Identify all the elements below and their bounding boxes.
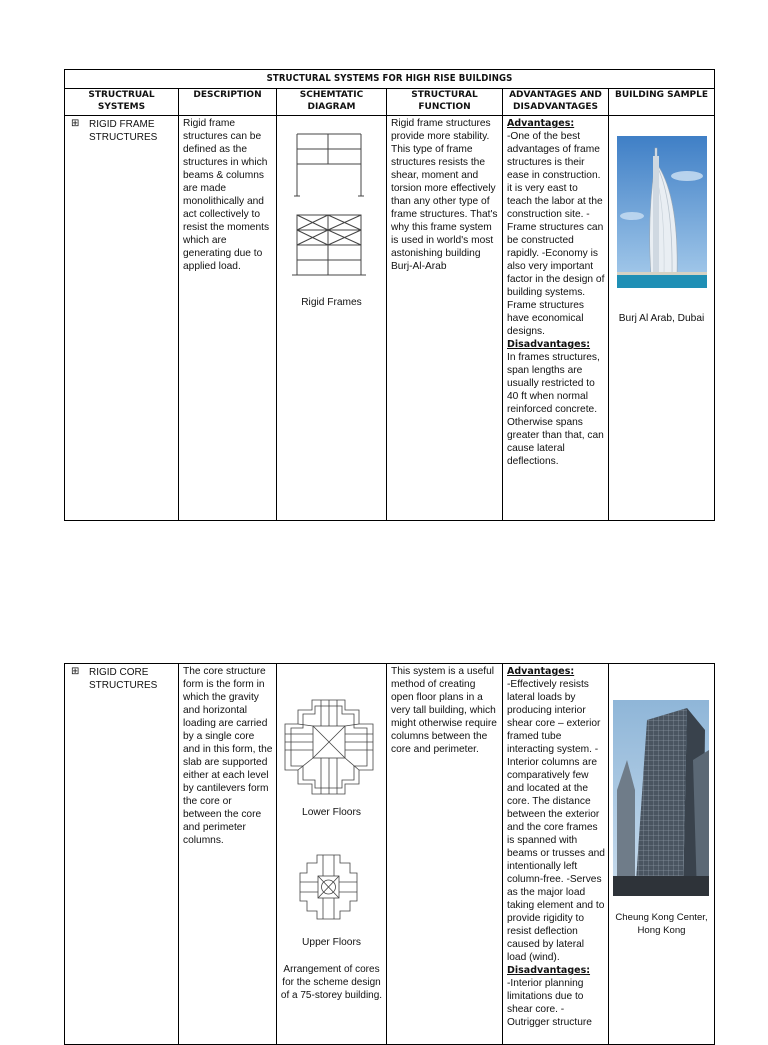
- function-cell: [387, 116, 503, 521]
- sample-cell: [609, 116, 715, 521]
- disadvantages-text: -Interior planning limitations due to shear core. -Outrigger structure: [507, 978, 592, 1028]
- advantages-heading: Advantages:: [507, 666, 575, 677]
- function-text: This system is a useful method of creating open floor plans in a very tall building, which might otherwise require columns between the core and perimeter.: [391, 666, 497, 755]
- advantages-text: -Effectively resists lateral loads by producing interior shear core – exterior framed tube interacting system. -Interior columns are comparatively few and located at the core. The distance between the exterior and the core frames is spanned with beams or trusses and intentionally left column-free. -Serves as the major load taking element and to provide rigidity to resist deflection caused by lateral load (wind).: [507, 679, 605, 963]
- advantages-heading: Advantages:: [507, 118, 575, 129]
- disadvantages-heading: Disadvantages:: [507, 965, 591, 976]
- table-row: [65, 116, 715, 521]
- bullet-icon: ⊞: [71, 118, 80, 129]
- lower-floors-caption: Lower Floors: [302, 807, 361, 818]
- header-function: STRUCTURAL FUNCTION: [387, 89, 503, 116]
- system-name: RIGID FRAME STRUCTURES: [89, 119, 158, 143]
- advantages-cell: [503, 664, 609, 1045]
- description-cell: [179, 664, 277, 1045]
- advantages-text: -One of the best advantages of frame structures is their ease in construction. it is very east to teach the labor at the construction site. -Frame structures can be constructed rapidly. -Economy is also very important factor in the design of building systems. Frame structures have economical designs.: [507, 131, 605, 337]
- sample-cell: [609, 664, 715, 1045]
- diagram-caption: Rigid Frames: [301, 297, 362, 308]
- table-title: STRUCTURAL SYSTEMS FOR HIGH RISE BUILDINGS: [65, 70, 715, 89]
- header-sample: BUILDING SAMPLE: [609, 89, 715, 116]
- system-cell: [65, 664, 179, 1045]
- system-cell: [65, 116, 179, 521]
- diagram-cell: [277, 664, 387, 1045]
- header-systems: STRUCTRUAL SYSTEMS: [65, 89, 179, 116]
- upper-floors-plan-diagram: [277, 849, 387, 929]
- structural-systems-table-continued: [64, 663, 715, 1045]
- disadvantages-text: In frames structures, span lengths are usually restricted to 40 ft when normal reinforced concrete. Otherwise spans greater than that, can cause lateral deflections.: [507, 352, 604, 467]
- description-cell: [179, 116, 277, 521]
- sample-caption: Burj Al Arab, Dubai: [618, 313, 705, 324]
- diagram-cell: [277, 116, 387, 521]
- function-text: Rigid frame structures provide more stability. This type of frame structures resists the shear, moment and torsion more effectively than any other type of frame structures. That's why this frame system is used in world's most astonishing building Burj-Al-Arab: [391, 118, 498, 272]
- disadvantages-heading: Disadvantages:: [507, 339, 591, 350]
- description-text: Rigid frame structures can be defined as the structures in which beams & columns are made monolithically and act collectively to resist the moments which are generating due to applied load.: [183, 118, 270, 272]
- sample-caption: Cheung Kong Center, Hong Kong: [615, 912, 708, 936]
- arrangement-caption: Arrangement of cores for the scheme design of a 75-storey building.: [280, 964, 383, 1001]
- system-name: RIGID CORE STRUCTURES: [89, 667, 158, 691]
- table-row: [65, 664, 715, 1045]
- description-text: The core structure form is the form in which the gravity and horizontal loading are carried by a single core and in this form, the slab are supported either at each level by cantilevers form the core or between the core and perimeter columns.: [183, 666, 273, 846]
- function-cell: [387, 664, 503, 1045]
- header-diagram: SCHEMTATIC DIAGRAM: [277, 89, 387, 116]
- lower-floors-plan-diagram: [277, 692, 387, 802]
- upper-floors-caption: Upper Floors: [302, 937, 361, 948]
- bullet-icon: ⊞: [71, 666, 80, 677]
- cheung-kong-center-photo: [613, 700, 709, 896]
- header-description: DESCRIPTION: [179, 89, 277, 116]
- header-advantages: ADVANTAGES AND DISADVANTAGES: [503, 89, 609, 116]
- advantages-cell: [503, 116, 609, 521]
- rigid-frame-diagram: [277, 116, 387, 316]
- burj-al-arab-photo: [617, 136, 707, 288]
- structural-systems-table: [64, 69, 715, 521]
